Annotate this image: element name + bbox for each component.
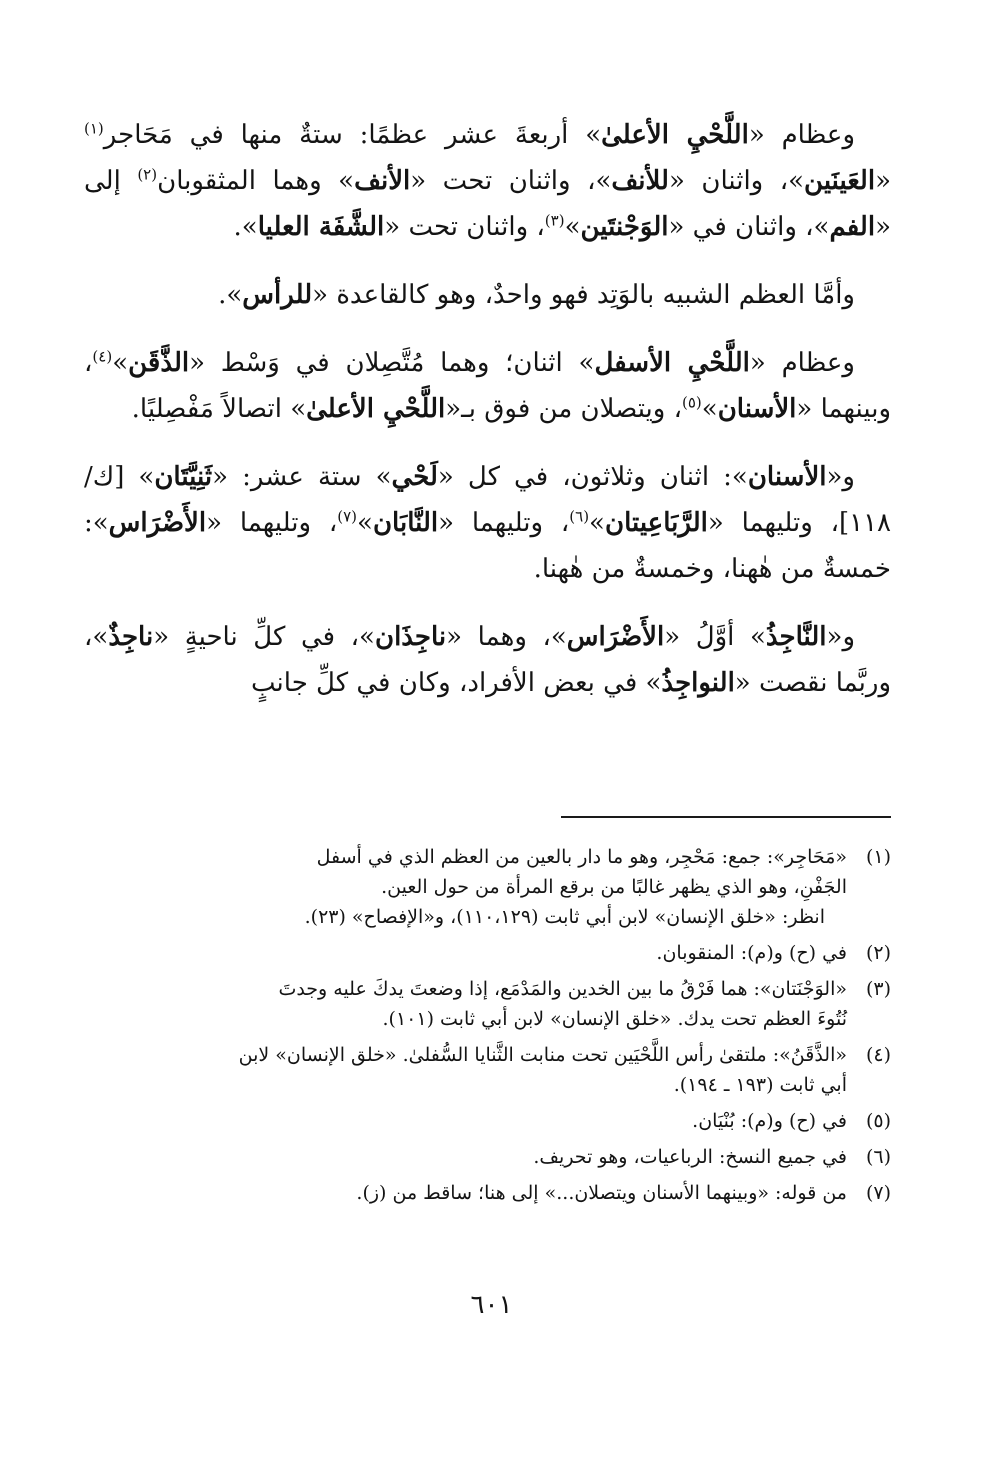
- term: النَّاجِذُ: [765, 622, 827, 652]
- footnote-text: [84, 938, 847, 968]
- text-run: »: خمسةٌ من هٰهنا، وخمسةٌ من هٰهنا.: [84, 508, 891, 584]
- footnote-number: (٦): [865, 1146, 891, 1168]
- text-run: «: [875, 166, 891, 196]
- text-run: » وهما المثقوبان: [157, 166, 355, 196]
- term: الفم: [829, 212, 876, 242]
- text-run: و«: [826, 462, 855, 492]
- footnote-3: [84, 974, 891, 1034]
- footnote-ref-6[interactable]: (٦): [569, 507, 590, 526]
- text-run: ، وبينهما «: [84, 348, 891, 424]
- text-run: »: [112, 348, 129, 378]
- footnote-separator: [561, 816, 891, 818]
- footnote-2: [84, 938, 891, 968]
- term: اللَّحْيِ الأعلىٰ: [601, 120, 749, 150]
- paragraph-1: [84, 112, 891, 250]
- footnote-6: [84, 1142, 891, 1172]
- footnote-5: [84, 1106, 891, 1136]
- page-number: ٦٠١: [470, 1290, 513, 1320]
- term: الأَضْرَاس: [566, 622, 665, 652]
- term: اللَّحْيِ الأسفل: [594, 348, 750, 378]
- term: الأنف: [354, 166, 411, 196]
- text-run: » أوَّلُ «: [664, 622, 766, 652]
- text-run: إلى «: [84, 166, 891, 242]
- text-run: » [ك/١١٨]، وتليهما «: [84, 462, 892, 538]
- footnote-7: [84, 1178, 891, 1208]
- text-run: »، وربَّما نقصت «: [84, 622, 891, 698]
- term: الرَّبَاعِيتان: [604, 508, 708, 538]
- footnote-line: في (ح) و(م): بُنْيَان.: [692, 1110, 847, 1132]
- text-run: »، وهما «: [446, 622, 567, 652]
- footnote-ref-7[interactable]: (٧): [337, 507, 358, 526]
- footnote-line: في (ح) و(م): المنقوبان.: [656, 942, 847, 964]
- footnote-number: (٣): [865, 978, 891, 1000]
- footnote-line: أبي ثابت (١٩٣ ـ ١٩٤).: [673, 1074, 847, 1096]
- footnote-text: [84, 1178, 847, 1208]
- text-run: » اتصالاً مَفْصِليًا.: [131, 394, 307, 424]
- text-run: » أربعةَ عشر عظمًا: ستةٌ منها في مَحَاجر: [103, 120, 602, 150]
- text-run: ».: [233, 212, 258, 242]
- footnote-line: انظر: «خلق الإنسان» لابن أبي ثابت (١١٠،١٢٩)، و«الإفصاح» (٢٣).: [304, 906, 825, 928]
- paragraph-2: [84, 272, 891, 318]
- paragraph-3: [84, 340, 891, 432]
- term: ناجِذٌ: [108, 622, 154, 652]
- term: الأسنان: [717, 394, 797, 424]
- footnote-4: [84, 1040, 891, 1100]
- footnote-ref-5[interactable]: (٥): [682, 393, 702, 412]
- text-run: » في بعض الأفراد، وكان في كلِّ جانبٍ: [251, 668, 662, 698]
- footnote-line: «الذَّقَنُ»: ملتقىٰ رأس اللَّحْيَين تحت منابت الثَّنايا السُّفلىٰ. «خلق الإنسان» لابن: [238, 1044, 847, 1066]
- footnote-text: [84, 842, 847, 932]
- text-run: ، ويتصلان من فوق بـ«: [445, 394, 682, 424]
- term: لَحْي: [391, 462, 438, 492]
- term: العَينَين: [804, 166, 876, 196]
- text-run: »، واثنان «: [668, 166, 805, 196]
- text-run: »: اثنان وثلاثون، في كل «: [437, 462, 748, 492]
- footnote-ref-2[interactable]: (٢): [137, 165, 158, 184]
- footnote-line: من قوله: «وبينهما الأسنان ويتصلان...» إلى هنا؛ ساقط من (ز).: [356, 1182, 847, 1204]
- footnote-number: (٤): [865, 1044, 891, 1066]
- term: الوَجْنتَين: [580, 212, 669, 242]
- text-run: »، واثنان في «: [668, 212, 830, 242]
- paragraph-5: [84, 614, 891, 706]
- footnote-number: (٢): [865, 942, 891, 964]
- text-run: وأمَّا العظم الشبيه بالوَتِد فهو واحدٌ، وهو كالقاعدة «: [312, 280, 855, 310]
- text-run: وعظام «: [748, 120, 856, 150]
- footnote-ref-4[interactable]: (٤): [92, 347, 113, 366]
- footnote-ref-3[interactable]: (٣): [544, 211, 565, 230]
- main-text: [84, 112, 891, 706]
- paragraph-4: [84, 454, 891, 592]
- footnote-1: [84, 842, 891, 932]
- text-run: »: [564, 212, 581, 242]
- footnote-text: [84, 1040, 847, 1100]
- footnote-text: [84, 974, 847, 1034]
- text-run: » اثنان؛ وهما مُتَّصِلان في وَسْط «: [189, 348, 595, 378]
- term: النَّابَان: [372, 508, 439, 538]
- text-run: ، وتليهما «: [438, 508, 570, 538]
- term: الأسنان: [747, 462, 827, 492]
- text-run: »، واثنان تحت «: [410, 166, 612, 196]
- text-run: »: [357, 508, 373, 538]
- text-run: »: [701, 394, 718, 424]
- footnote-number: (١): [865, 846, 891, 868]
- term: النواجِذُ: [661, 668, 735, 698]
- footnote-line: في جميع النسخ: الرباعيات، وهو تحريف.: [533, 1146, 847, 1168]
- term: للرأس: [242, 280, 313, 310]
- term: الشَّفَة العليا: [257, 212, 385, 242]
- footnote-line: الجَفْنِ، وهو الذي يظهر غالبًا من برقع المرأة من حول العين.: [381, 876, 847, 898]
- footnote-number: (٥): [865, 1110, 891, 1132]
- text-run: »: [589, 508, 605, 538]
- footnote-line: نُتُوءَ العظم تحت يدك. «خلق الإنسان» لابن أبي ثابت (١٠١).: [382, 1008, 847, 1030]
- text-run: » ستة عشر: «: [212, 462, 392, 492]
- footnote-line: «الوَجْنَتان»: هما فَرْقُ ما بين الخدين والمَدْمَع، إذا وضعتَ يدكَ عليه وجدتَ: [278, 978, 847, 1000]
- term: الذَّقَن: [128, 348, 190, 378]
- footnote-number: (٧): [865, 1182, 891, 1204]
- term: اللَّحْيِ الأعلىٰ: [306, 394, 446, 424]
- text-run: ».: [218, 280, 243, 310]
- footnotes: [84, 842, 891, 1214]
- term: ثَنِيَّتَان: [154, 462, 213, 492]
- term: ناجِذَان: [374, 622, 447, 652]
- footnote-line: «مَحَاجِر»: جمع: مَحْجِر، وهو ما دار بالعين من العظم الذي في أسفل: [316, 846, 847, 868]
- text-run: ، واثنان تحت «: [384, 212, 545, 242]
- footnote-text: [84, 1106, 847, 1136]
- text-run: »، في كلِّ ناحيةٍ «: [153, 622, 375, 652]
- footnote-text: [84, 1142, 847, 1172]
- text-run: وعظام «: [749, 348, 855, 378]
- term: الأَضْرَاس: [108, 508, 207, 538]
- footnote-ref-1[interactable]: (١): [84, 119, 104, 138]
- text-run: و«: [826, 622, 855, 652]
- text-run: ، وتليهما «: [206, 508, 338, 538]
- term: للأنف: [611, 166, 669, 196]
